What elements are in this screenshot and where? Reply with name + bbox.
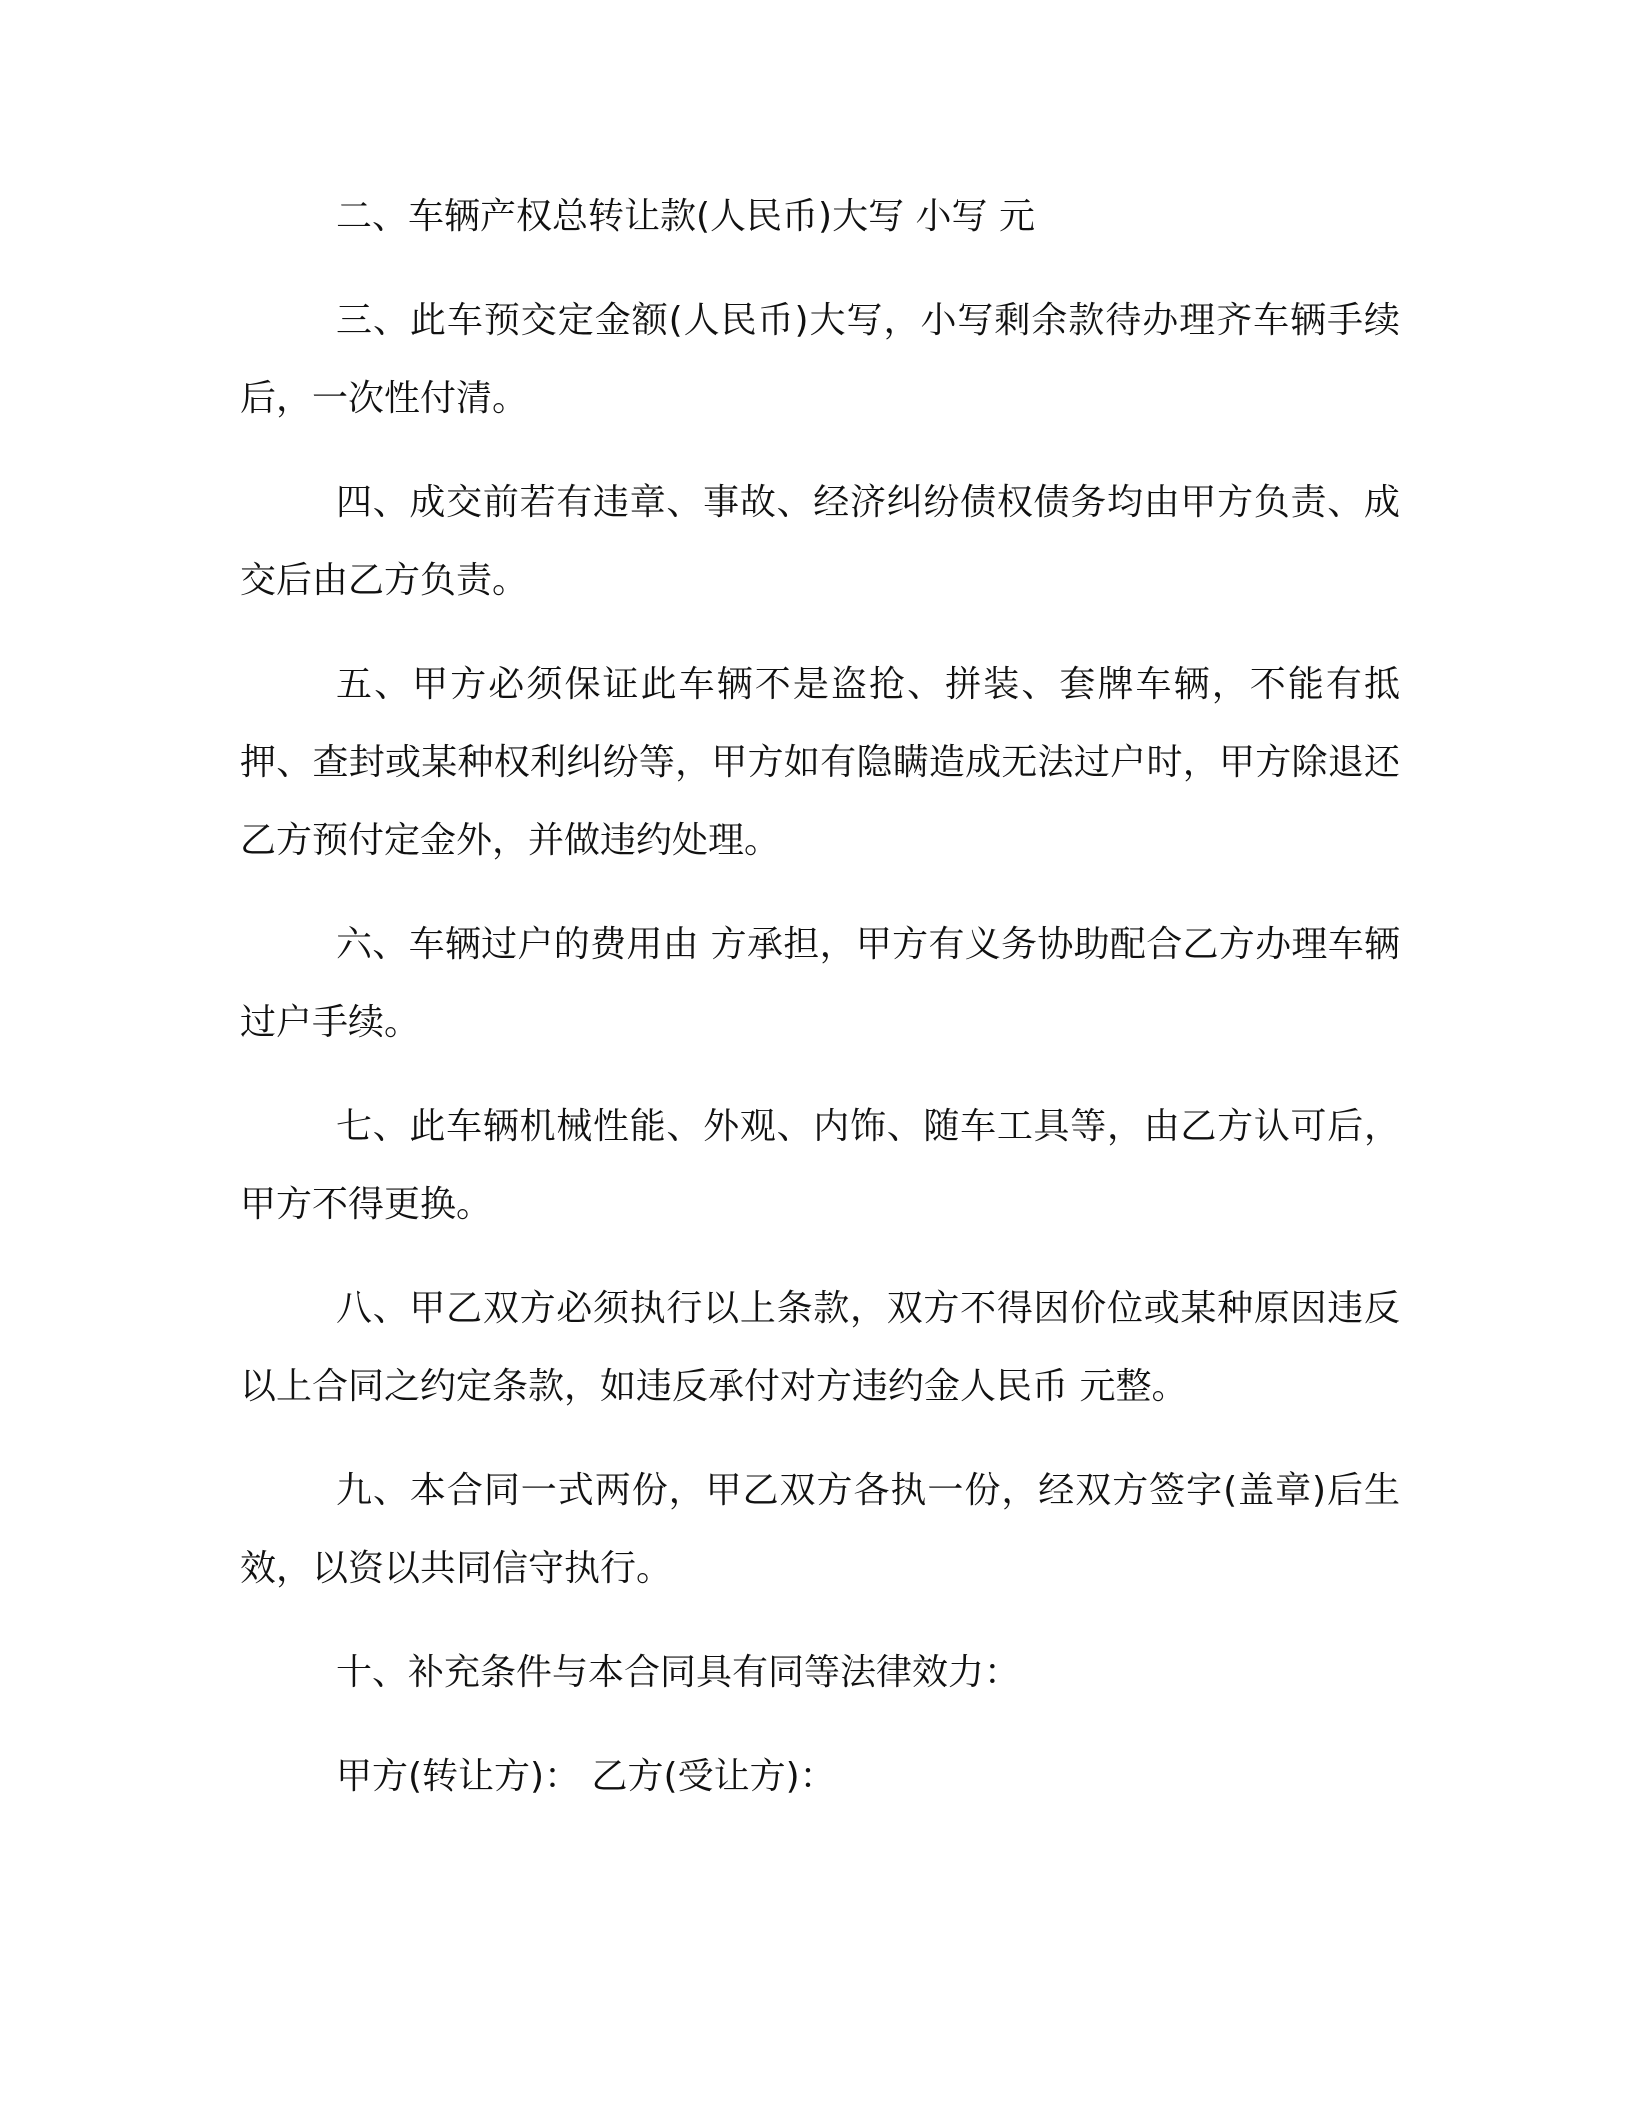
party-b-label: 乙方(受让方)： [591,1756,836,1797]
clause-5: 五、甲方必须保证此车辆不是盗抢、拼装、套牌车辆，不能有抵押、查封或某种权利纠纷等，甲方如有隐瞒造成无法过户时，甲方除退还乙方预付定金外，并做违约处理。 [240,664,1400,861]
signature-line [240,1738,1400,1816]
contract-body [240,178,1400,1816]
clause-2: 二、车辆产权总转让款(人民币)大写 小写 元 [336,196,1035,237]
clause-6: 六、车辆过户的费用由 方承担，甲方有义务协助配合乙方办理车辆过户手续。 [240,924,1400,1043]
clause-4: 四、成交前若有违章、事故、经济纠纷债权债务均由甲方负责、成交后由乙方负责。 [240,482,1400,601]
clause-7: 七、此车辆机械性能、外观、内饰、随车工具等，由乙方认可后，甲方不得更换。 [240,1106,1400,1225]
clause-3: 三、此车预交定金额(人民币)大写，小写剩余款待办理齐车辆手续后，一次性付清。 [240,300,1400,419]
party-a-label: 甲方(转让方)： [336,1756,581,1797]
clause-8: 八、甲乙双方必须执行以上条款，双方不得因价位或某种原因违反以上合同之约定条款，如违反承付对方违约金人民币 元整。 [240,1288,1400,1407]
clause-10: 十、补充条件与本合同具有同等法律效力： [336,1652,1021,1693]
clause-9: 九、本合同一式两份，甲乙双方各执一份，经双方签字(盖章)后生效，以资以共同信守执行。 [240,1470,1400,1589]
